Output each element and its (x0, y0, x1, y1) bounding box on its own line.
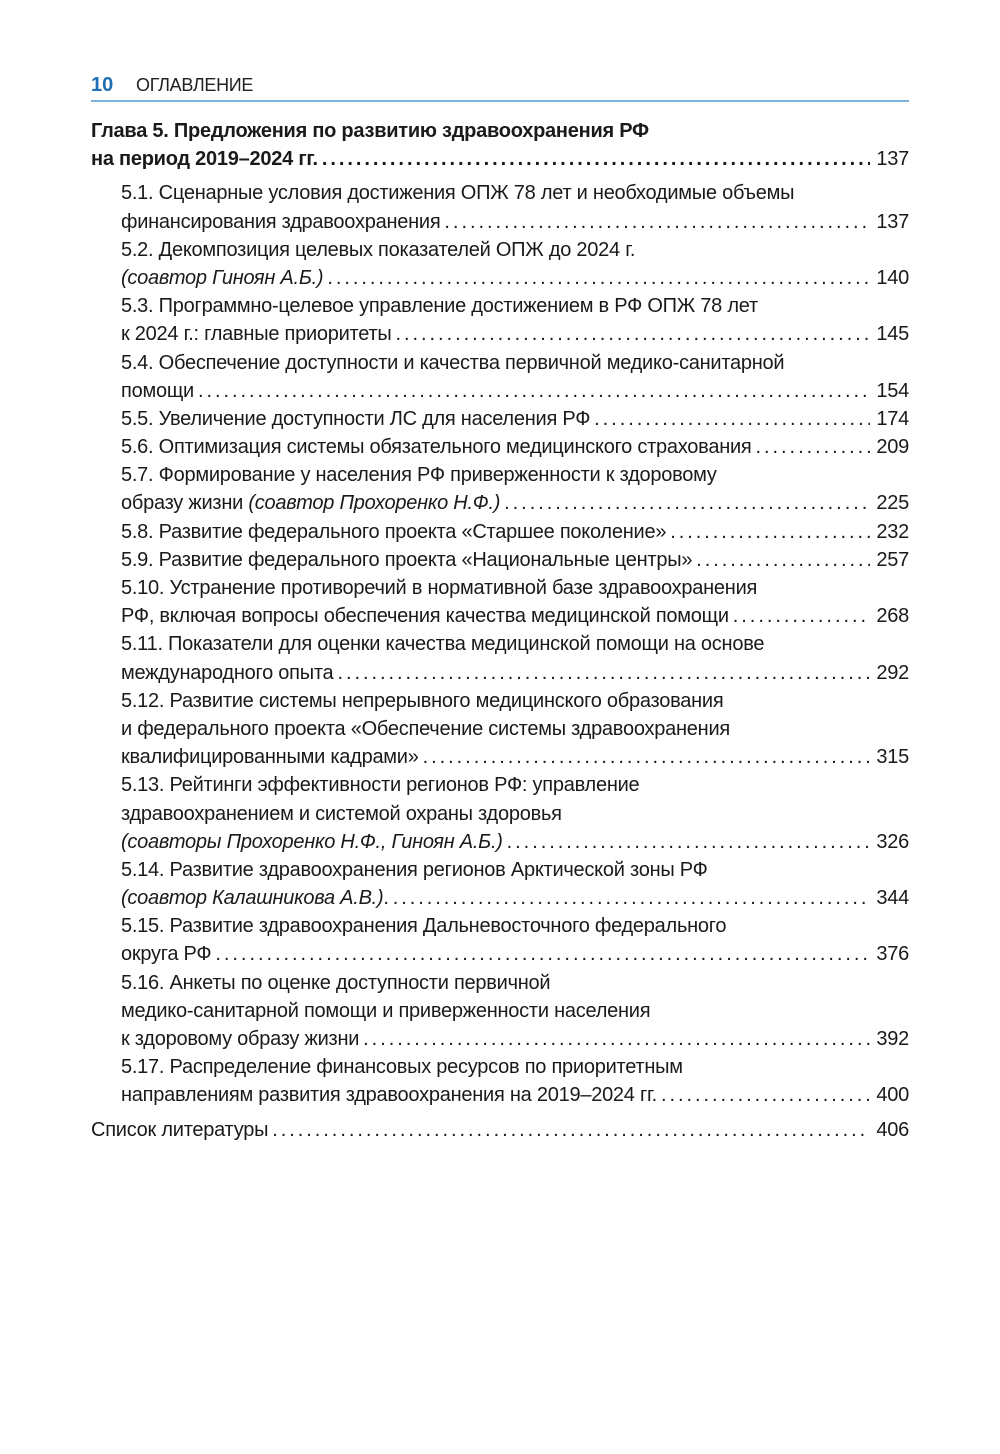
toc-entry-text: к здоровому образу жизни (121, 1028, 360, 1050)
toc-entry-page: 315 (876, 746, 909, 769)
dot-leader (696, 546, 870, 574)
toc-entry-page: 406 (876, 1118, 909, 1141)
toc-entry-page: 225 (876, 492, 909, 515)
toc-section[interactable] (91, 292, 909, 348)
toc-entry-title (121, 1025, 359, 1053)
toc-section[interactable] (91, 405, 909, 433)
toc-entry-page: 268 (876, 605, 909, 628)
toc-entry-last-line (91, 1116, 909, 1144)
toc-entry-line: 5.16. Анкеты по оценке доступности первичной (121, 971, 551, 994)
toc-entry-last-line (91, 145, 909, 173)
running-title: ОГЛАВЛЕНИЕ (136, 75, 254, 95)
dot-leader (670, 518, 870, 546)
toc-entry-title (121, 743, 419, 771)
toc-entry-last-line (121, 377, 909, 405)
toc-entry-page: 257 (876, 548, 909, 571)
toc-entry-title (121, 884, 389, 912)
dot-leader (322, 145, 871, 173)
toc-entry-text: на период 2019–2024 гг. (91, 148, 318, 171)
toc-entry-title (121, 546, 692, 574)
toc-entry-title (121, 433, 752, 461)
toc-entry-coauthor: (соавторы Прохоренко Н.Ф., Гиноян А.Б.) (121, 830, 503, 853)
toc-entry-last-line (121, 405, 909, 433)
toc-entry-last-line (121, 518, 909, 546)
toc-entry-text: 5.5. Увеличение доступности ЛС для населения РФ (121, 407, 591, 430)
dot-leader (444, 208, 870, 236)
toc-entry-last-line (121, 546, 909, 574)
toc-entry-line: 5.14. Развитие здравоохранения регионов Арктической зоны РФ (121, 858, 708, 881)
toc-entry-line: 5.11. Показатели для оценки качества медицинской помощи на основе (121, 633, 765, 656)
toc-entry-text: РФ, включая вопросы обеспечения качества медицинской помощи (121, 605, 729, 628)
dot-leader (756, 433, 871, 461)
toc-entry-line: 5.1. Сценарные условия достижения ОПЖ 78 лет и необходимые объемы (121, 182, 795, 205)
toc-entry-last-line (121, 884, 909, 912)
toc-entry-text: 5.9. Развитие федерального проекта «Национальные центры» (121, 548, 693, 571)
toc-entry-line: Глава 5. Предложения по развитию здравоохранения РФ (91, 120, 649, 142)
toc-entry-title (121, 489, 500, 517)
toc-entry-last-line (121, 659, 909, 687)
toc-entry-line: 5.17. Распределение финансовых ресурсов по приоритетным (121, 1056, 683, 1079)
toc-entry-page: 376 (876, 943, 909, 966)
toc-entry-last-line (121, 602, 909, 630)
toc-entry-last-line (121, 743, 909, 771)
dot-leader (272, 1116, 870, 1144)
toc-entry-page: 145 (876, 323, 909, 346)
toc-entry-text: направлениям развития здравоохранения на 2019–2024 гг. (121, 1084, 657, 1107)
dot-leader (423, 743, 871, 771)
toc-entry-text: . (383, 887, 389, 910)
toc-entry-line: 5.7. Формирование у населения РФ приверженности к здоровому (121, 464, 717, 487)
toc-entry-title (121, 1081, 657, 1109)
toc-entry-line: и федерального проекта «Обеспечение системы здравоохранения (121, 717, 730, 740)
toc-entry-page: 232 (876, 520, 909, 543)
toc-entry-last-line (121, 1025, 909, 1053)
toc-entry-last-line (121, 489, 909, 517)
toc-entry-title (91, 1116, 268, 1144)
toc-section[interactable] (91, 969, 909, 1054)
toc-entry-last-line (121, 1081, 909, 1109)
toc-entry-last-line (121, 320, 909, 348)
toc-section[interactable] (91, 687, 909, 772)
toc-entry-page: 326 (876, 830, 909, 853)
toc-entry-text: 5.6. Оптимизация системы обязательного медицинского страхования (121, 436, 752, 459)
toc-entry-line: 5.13. Рейтинги эффективности регионов РФ: управление (121, 774, 640, 797)
dot-leader (327, 264, 870, 292)
toc-entry-title (121, 264, 323, 292)
dot-leader (337, 659, 870, 687)
toc-entry-title (121, 828, 503, 856)
toc-section[interactable] (91, 546, 909, 574)
toc-section[interactable] (91, 179, 909, 235)
toc-entry-text: финансирования здравоохранения (121, 210, 441, 233)
toc-entry-page: 140 (876, 266, 909, 289)
toc-entry-line: 5.2. Декомпозиция целевых показателей ОПЖ до 2024 г. (121, 238, 636, 261)
toc-entry-text: округа РФ (121, 943, 212, 966)
toc-section[interactable] (91, 856, 909, 912)
toc-entry-title (121, 659, 333, 687)
toc-section[interactable] (91, 574, 909, 630)
toc-entry-title (91, 145, 318, 173)
toc-entry-text: квалифицированными кадрами» (121, 746, 419, 769)
toc-entry-line: 5.3. Программно-целевое управление достижением в РФ ОПЖ 78 лет (121, 295, 758, 318)
toc-entry-title (121, 518, 666, 546)
dot-leader (198, 377, 870, 405)
toc-entry-title (121, 320, 391, 348)
toc-entry-last-line (121, 208, 909, 236)
dot-leader (661, 1081, 870, 1109)
toc-entry-text: к 2024 г.: главные приоритеты (121, 323, 392, 346)
running-header (91, 72, 909, 102)
toc-entry-page: 174 (876, 407, 909, 430)
toc-entry-page: 137 (876, 148, 909, 171)
toc-entry-page: 209 (876, 436, 909, 459)
toc-entry-line: медико-санитарной помощи и приверженности населения (121, 999, 651, 1022)
toc-entry-page: 344 (876, 887, 909, 910)
dot-leader (363, 1025, 870, 1053)
dot-leader (594, 405, 870, 433)
toc-section[interactable] (91, 771, 909, 856)
toc-entry-line: 5.10. Устранение противоречий в нормативной базе здравоохранения (121, 577, 758, 599)
toc-entry-last-line (121, 433, 909, 461)
toc-entry-last-line (121, 940, 909, 968)
toc-entry-text: образу жизни (121, 492, 249, 515)
toc-entry-line: здравоохранением и системой охраны здоровья (121, 802, 562, 825)
toc-entry-coauthor: (соавтор Прохоренко Н.Ф.) (248, 492, 501, 515)
toc-entry-text: помощи (121, 379, 194, 402)
toc-entry-coauthor: (соавтор Гиноян А.Б.) (121, 266, 324, 289)
toc-entry-title (121, 405, 590, 433)
toc-section[interactable] (91, 433, 909, 461)
toc-section[interactable] (91, 630, 909, 686)
toc-entry-title (121, 602, 729, 630)
toc-chapter-5[interactable] (91, 117, 909, 173)
toc-entry-title (121, 208, 440, 236)
toc-references[interactable] (91, 1116, 909, 1144)
toc-entry-line: 5.12. Развитие системы непрерывного медицинского образования (121, 689, 724, 712)
toc-entry-last-line (121, 828, 909, 856)
toc-section[interactable] (91, 349, 909, 405)
toc-entry-text: 5.8. Развитие федерального проекта «Старшее поколение» (121, 520, 667, 543)
toc-entry-title (121, 377, 194, 405)
toc-entry-coauthor: (соавтор Калашникова А.В.) (121, 887, 384, 910)
dot-leader (395, 320, 870, 348)
toc-entry-line: 5.15. Развитие здравоохранения Дальневосточного федерального (121, 915, 727, 938)
toc-entry-line: 5.4. Обеспечение доступности и качества первичной медико-санитарной (121, 351, 785, 374)
page-number: 10 (91, 74, 114, 96)
dot-leader (215, 940, 870, 968)
table-of-contents (91, 117, 909, 1144)
dot-leader (504, 489, 870, 517)
toc-entry-page: 292 (876, 661, 909, 684)
toc-entry-page: 400 (876, 1084, 909, 1107)
toc-entry-page: 154 (876, 379, 909, 402)
toc-entry-page: 392 (876, 1028, 909, 1050)
dot-leader (507, 828, 871, 856)
toc-section[interactable] (91, 912, 909, 968)
toc-entry-title (121, 940, 211, 968)
toc-section[interactable] (91, 518, 909, 546)
toc-entry-text: международного опыта (121, 661, 334, 684)
toc-section[interactable] (91, 461, 909, 517)
toc-entry-last-line (121, 264, 909, 292)
toc-entry-page: 137 (876, 210, 909, 233)
toc-section[interactable] (91, 236, 909, 292)
dot-leader (733, 602, 871, 630)
toc-section[interactable] (91, 1053, 909, 1109)
dot-leader (393, 884, 871, 912)
toc-entry-text: Список литературы (91, 1118, 269, 1141)
